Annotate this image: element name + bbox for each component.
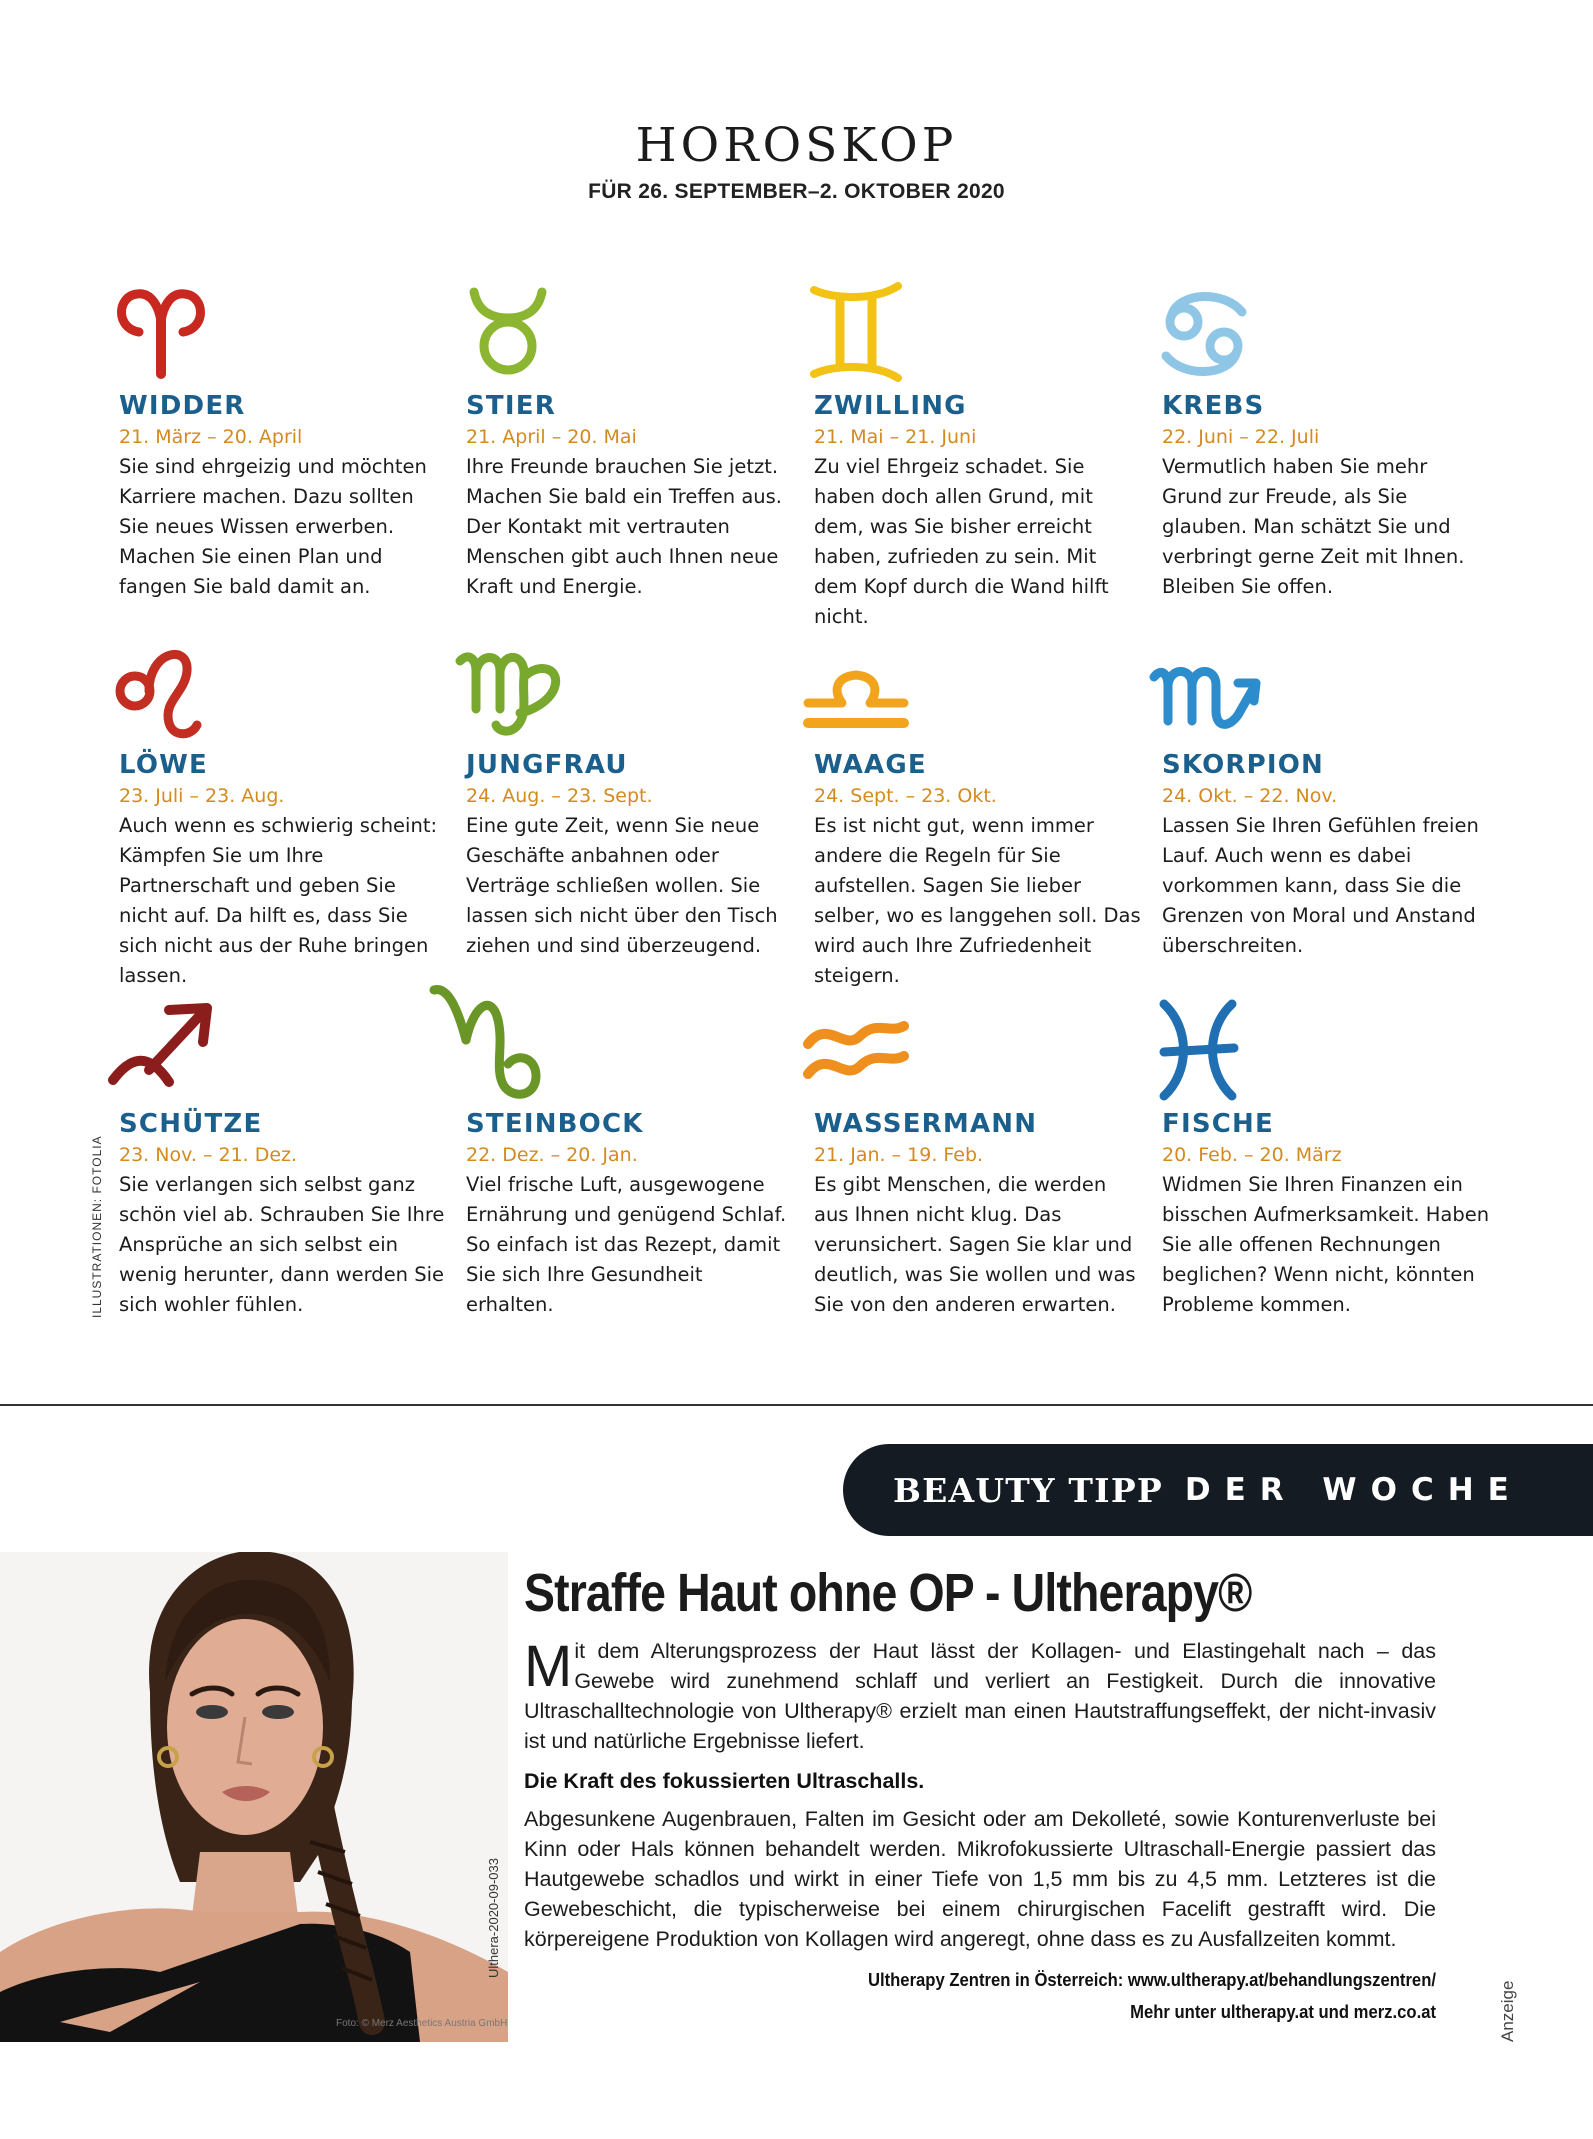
sign-text: Auch wenn es schwierig scheint: Kämpfen Sie um Ihre Partnerschaft und geben Sie nicht auf. Da hilft es, dass Sie sich nicht aus der Ruhe bringen lassen. — [119, 814, 438, 987]
sign-name: STIER — [466, 391, 556, 421]
sign-dates: 24. Aug. – 23. Sept. — [466, 785, 653, 807]
capricorn-icon — [458, 1000, 558, 1100]
illustration-credit: ILLUSTRATIONEN: FOTOLIA — [90, 1135, 104, 1318]
sign-schuetze — [119, 1108, 449, 1320]
model-photo — [0, 1552, 508, 2042]
sign-text: Es gibt Menschen, die werden aus Ihnen nicht klug. Das verunsichert. Sagen Sie klar und deutlich, was Sie wollen und was Sie von den anderen erwarten. — [814, 1173, 1136, 1316]
sign-dates: 23. Nov. – 21. Dez. — [119, 1144, 298, 1166]
sign-name: ZWILLING — [814, 391, 967, 421]
sign-krebs — [1162, 390, 1492, 602]
virgo-icon — [458, 641, 558, 741]
sign-dates: 21. Mai – 21. Juni — [814, 426, 977, 448]
sign-zwilling — [814, 390, 1144, 632]
beauty-tip-label: BEAUTY TIPP — [893, 1470, 1163, 1510]
sign-text: Es ist nicht gut, wenn immer andere die Regeln für Sie aufstellen. Sagen Sie lieber selber, wo es langgehen soll. Das wird auch Ihre Zufriedenheit steigern. — [814, 814, 1141, 987]
leo-icon — [111, 641, 211, 741]
libra-icon — [806, 641, 906, 741]
article-paragraph-2: Abgesunkene Augenbrauen, Falten im Gesicht oder am Dekolleté, sowie Konturenverluste bei Kinn oder Hals können behandelt werden. Mikrofokussierte Ultraschall-Energie passiert das Hautgewebe schadlos und wirkt in einer Tiefe von 1,5 mm bis zu 4,5 mm. Letzteres ist die Gewebeschicht, die typischerweise bei einem chirurgischen Facelift gestrafft wird. Die körpereigene Produktion von Kollagen wird angeregt, ohne dass es zu Ausfallzeiten kommt. — [524, 1807, 1436, 1951]
ad-code: Ulthera-2020-09-033 — [486, 1858, 501, 1978]
sign-name: STEINBOCK — [466, 1109, 644, 1139]
ad-label: Anzeige — [1498, 1980, 1517, 2042]
article-subheading: Die Kraft des fokussierten Ultraschalls. — [524, 1769, 925, 1793]
article-title: Straffe Haut ohne OP - Ultherapy® — [524, 1563, 1252, 1623]
beauty-article — [524, 1560, 1436, 2028]
model-portrait-image — [0, 1552, 508, 2042]
cancer-icon — [1154, 282, 1254, 382]
sign-fische — [1162, 1108, 1492, 1320]
sign-name: SKORPION — [1162, 750, 1325, 780]
gemini-icon — [806, 282, 906, 382]
sign-waage — [814, 749, 1144, 991]
pisces-icon — [1154, 1000, 1254, 1100]
sign-text: Sie sind ehrgeizig und möchten Karriere machen. Dazu sollten Sie neues Wissen erwerben. Machen Sie einen Plan und fangen Sie bald damit an. — [119, 455, 427, 598]
sign-jungfrau — [466, 749, 796, 961]
drop-cap: M — [524, 1634, 573, 1699]
sign-dates: 21. April – 20. Mai — [466, 426, 637, 448]
sign-dates: 24. Okt. – 22. Nov. — [1162, 785, 1338, 807]
sign-wassermann — [814, 1108, 1144, 1320]
scorpio-icon — [1154, 641, 1254, 741]
article-footer-centers: Ultherapy Zentren in Österreich: www.ultherapy.at/behandlungszentren/ — [867, 1969, 1436, 1990]
sign-widder — [119, 390, 449, 602]
photo-credit: Foto: © Merz Aesthetics Austria GmbH — [336, 2018, 508, 2029]
sign-text: Eine gute Zeit, wenn Sie neue Geschäfte anbahnen oder Verträge schließen wollen. Sie lassen sich nicht über den Tisch ziehen und sind überzeugend. — [466, 814, 778, 957]
sign-text: Viel frische Luft, ausgewogene Ernährung und genügend Schlaf. So einfach ist das Rezept, damit Sie sich Ihre Gesundheit erhalten. — [466, 1173, 787, 1316]
sign-dates: 21. Jan. – 19. Feb. — [814, 1144, 984, 1166]
sign-dates: 23. Juli – 23. Aug. — [119, 785, 285, 807]
sign-dates: 20. Feb. – 20. März — [1162, 1144, 1342, 1166]
sign-dates: 21. März – 20. April — [119, 426, 303, 448]
sign-name: KREBS — [1162, 391, 1265, 421]
sagittarius-icon — [111, 1000, 211, 1100]
sign-text: Ihre Freunde brauchen Sie jetzt. Machen Sie bald ein Treffen aus. Der Kontakt mit vertrauten Menschen gibt auch Ihnen neue Kraft und Energie. — [466, 455, 782, 598]
article-footer-more: Mehr unter ultherapy.at und merz.co.at — [1130, 2001, 1436, 2022]
sign-text: Lassen Sie Ihren Gefühlen freien Lauf. Auch wenn es dabei vorkommen kann, dass Sie die Grenzen von Moral und Anstand überschreiten. — [1162, 814, 1479, 957]
aquarius-icon — [806, 1000, 906, 1100]
article-paragraph-1 — [524, 1636, 1436, 1756]
sign-dates: 24. Sept. – 23. Okt. — [814, 785, 997, 807]
paragraph-1-text: it dem Alterungsprozess der Haut lässt der Kollagen- und Elastingehalt nach – das Gewebe wird zunehmend schlaff und verliert an Festigkeit. Durch die innovative Ultraschalltechnologie von Ultherapy® erzielt man einen Hautstraffungseffekt, der nicht-invasiv ist und natürliche Ergebnisse liefert. — [524, 1639, 1436, 1753]
taurus-icon — [458, 282, 558, 382]
beauty-tip-banner — [843, 1444, 1593, 1536]
sign-name: WAAGE — [814, 750, 927, 780]
beauty-tip-sublabel: DER WOCHE — [1184, 1472, 1523, 1508]
sign-skorpion — [1162, 749, 1492, 961]
sign-name: FISCHE — [1162, 1109, 1274, 1139]
section-divider — [0, 1404, 1593, 1406]
sign-dates: 22. Juni – 22. Juli — [1162, 426, 1320, 448]
page-subtitle: FÜR 26. SEPTEMBER–2. OKTOBER 2020 — [588, 180, 1005, 203]
sign-text: Vermutlich haben Sie mehr Grund zur Freude, als Sie glauben. Man schätzt Sie und verbringt gerne Zeit mit Ihnen. Bleiben Sie offen. — [1162, 455, 1465, 598]
sign-text: Zu viel Ehrgeiz schadet. Sie haben doch allen Grund, mit dem, was Sie bisher erreicht haben, zufrieden zu sein. Mit dem Kopf durch die Wand hilft nicht. — [814, 455, 1109, 628]
sign-name: WASSERMANN — [814, 1109, 1038, 1139]
aries-icon — [111, 282, 211, 382]
sign-name: LÖWE — [119, 750, 208, 780]
page-title: HOROSKOP — [635, 118, 958, 173]
sign-stier — [466, 390, 796, 602]
sign-name: JUNGFRAU — [466, 750, 628, 780]
sign-text: Widmen Sie Ihren Finanzen ein bisschen Aufmerksamkeit. Haben Sie alle offenen Rechnungen beglichen? Wenn nicht, könnten Probleme kommen. — [1162, 1173, 1490, 1316]
sign-loewe — [119, 749, 449, 991]
sign-text: Sie verlangen sich selbst ganz schön viel ab. Schrauben Sie Ihre Ansprüche an sich selbst ein wenig herunter, dann werden Sie sich wohler fühlen. — [119, 1173, 445, 1316]
sign-name: WIDDER — [119, 391, 246, 421]
sign-dates: 22. Dez. – 20. Jan. — [466, 1144, 638, 1166]
sign-steinbock — [466, 1108, 796, 1320]
sign-name: SCHÜTZE — [119, 1109, 263, 1139]
